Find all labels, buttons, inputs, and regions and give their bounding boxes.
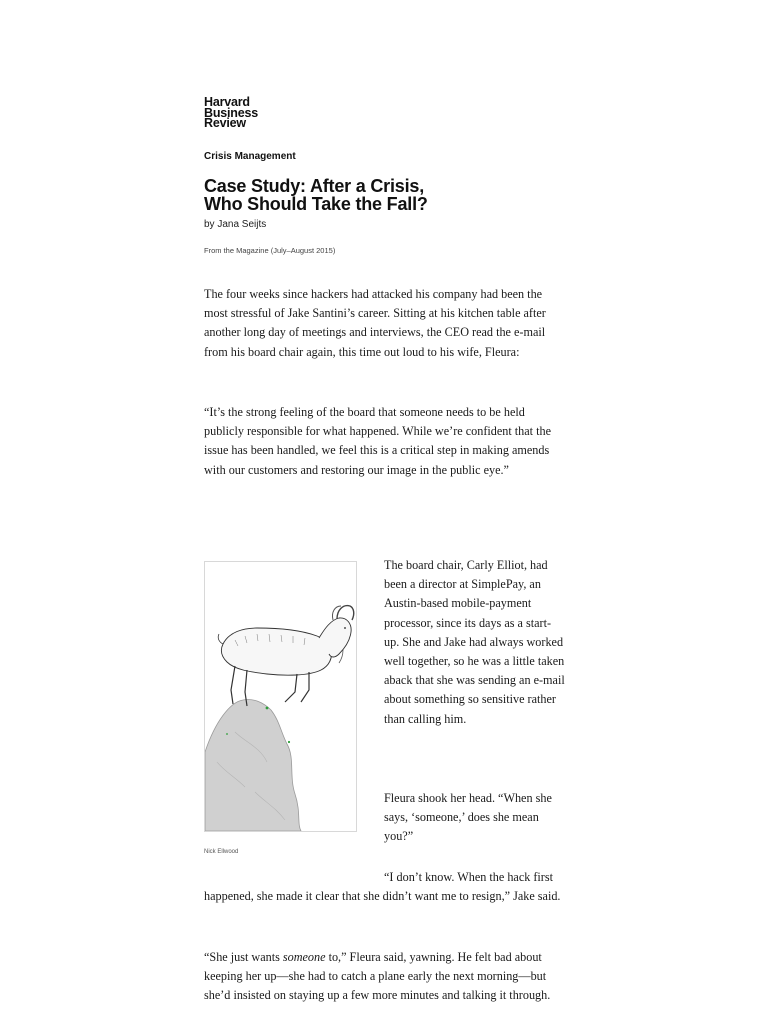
goat-on-rock-illustration bbox=[205, 562, 356, 831]
article-paragraph-3: The board chair, Carly Elliot, had been a director at SimplePay, an Austin-based mobile-payment processor, since its days as a start-up. She and Jake had always worked well together, so he was a little taken aback that she was sending an e-mail about something so sensitive rather than calling him. bbox=[384, 558, 565, 726]
hbr-logo[interactable] bbox=[204, 97, 258, 129]
figure-caption: Nick Ellwood bbox=[204, 849, 239, 855]
article-title-line-1: Case Study: After a Crisis, bbox=[204, 176, 425, 196]
article-paragraph-6 bbox=[204, 948, 566, 1006]
article-figure bbox=[204, 561, 357, 832]
article-paragraph-4: Fleura shook her head. “When she says, ‘someone,’ does she mean you?” bbox=[384, 791, 552, 844]
topic-link[interactable]: Crisis Management bbox=[204, 151, 296, 162]
article-paragraph-2: “It’s the strong feeling of the board that someone needs to be held publicly responsible for what happened. While we’re confident that the issue has been handled, we feel this is a critical step in making amends with our customers and restoring our image in the public eye.” bbox=[204, 405, 552, 477]
article-paragraph-1: The four weeks since hackers had attacked his company had been the most stressful of Jake Santini’s career. Sitting at his kitchen table after another long day of meetings and interviews, the CEO read the e-mail from his board chair again, this time out loud to his wife, Fleura: bbox=[204, 287, 546, 359]
article-paragraph-5: “I don’t know. When the hack first happened, she made it clear that she didn’t want me to resign,” Jake said. bbox=[204, 870, 561, 904]
paragraph-6-end: to,” Fleura said, yawning. He felt bad about keeping her up—she had to catch a plane early the next morning—but she’d insisted on staying up a few more minutes and talking it through. bbox=[204, 950, 551, 1003]
logo-line-review: Review bbox=[204, 116, 246, 130]
paragraph-6-emphasis: someone bbox=[282, 950, 326, 964]
article-title bbox=[204, 177, 534, 213]
article-title-line-2: Who Should Take the Fall? bbox=[204, 194, 428, 214]
logo-line-harvard: Harvard bbox=[204, 95, 250, 109]
logo-line-business: Business bbox=[204, 105, 258, 120]
article-source: From the Magazine (July–August 2015) bbox=[204, 246, 336, 255]
paragraph-6-start: “She just wants bbox=[204, 950, 283, 964]
article-byline: by Jana Seijts bbox=[204, 219, 267, 230]
